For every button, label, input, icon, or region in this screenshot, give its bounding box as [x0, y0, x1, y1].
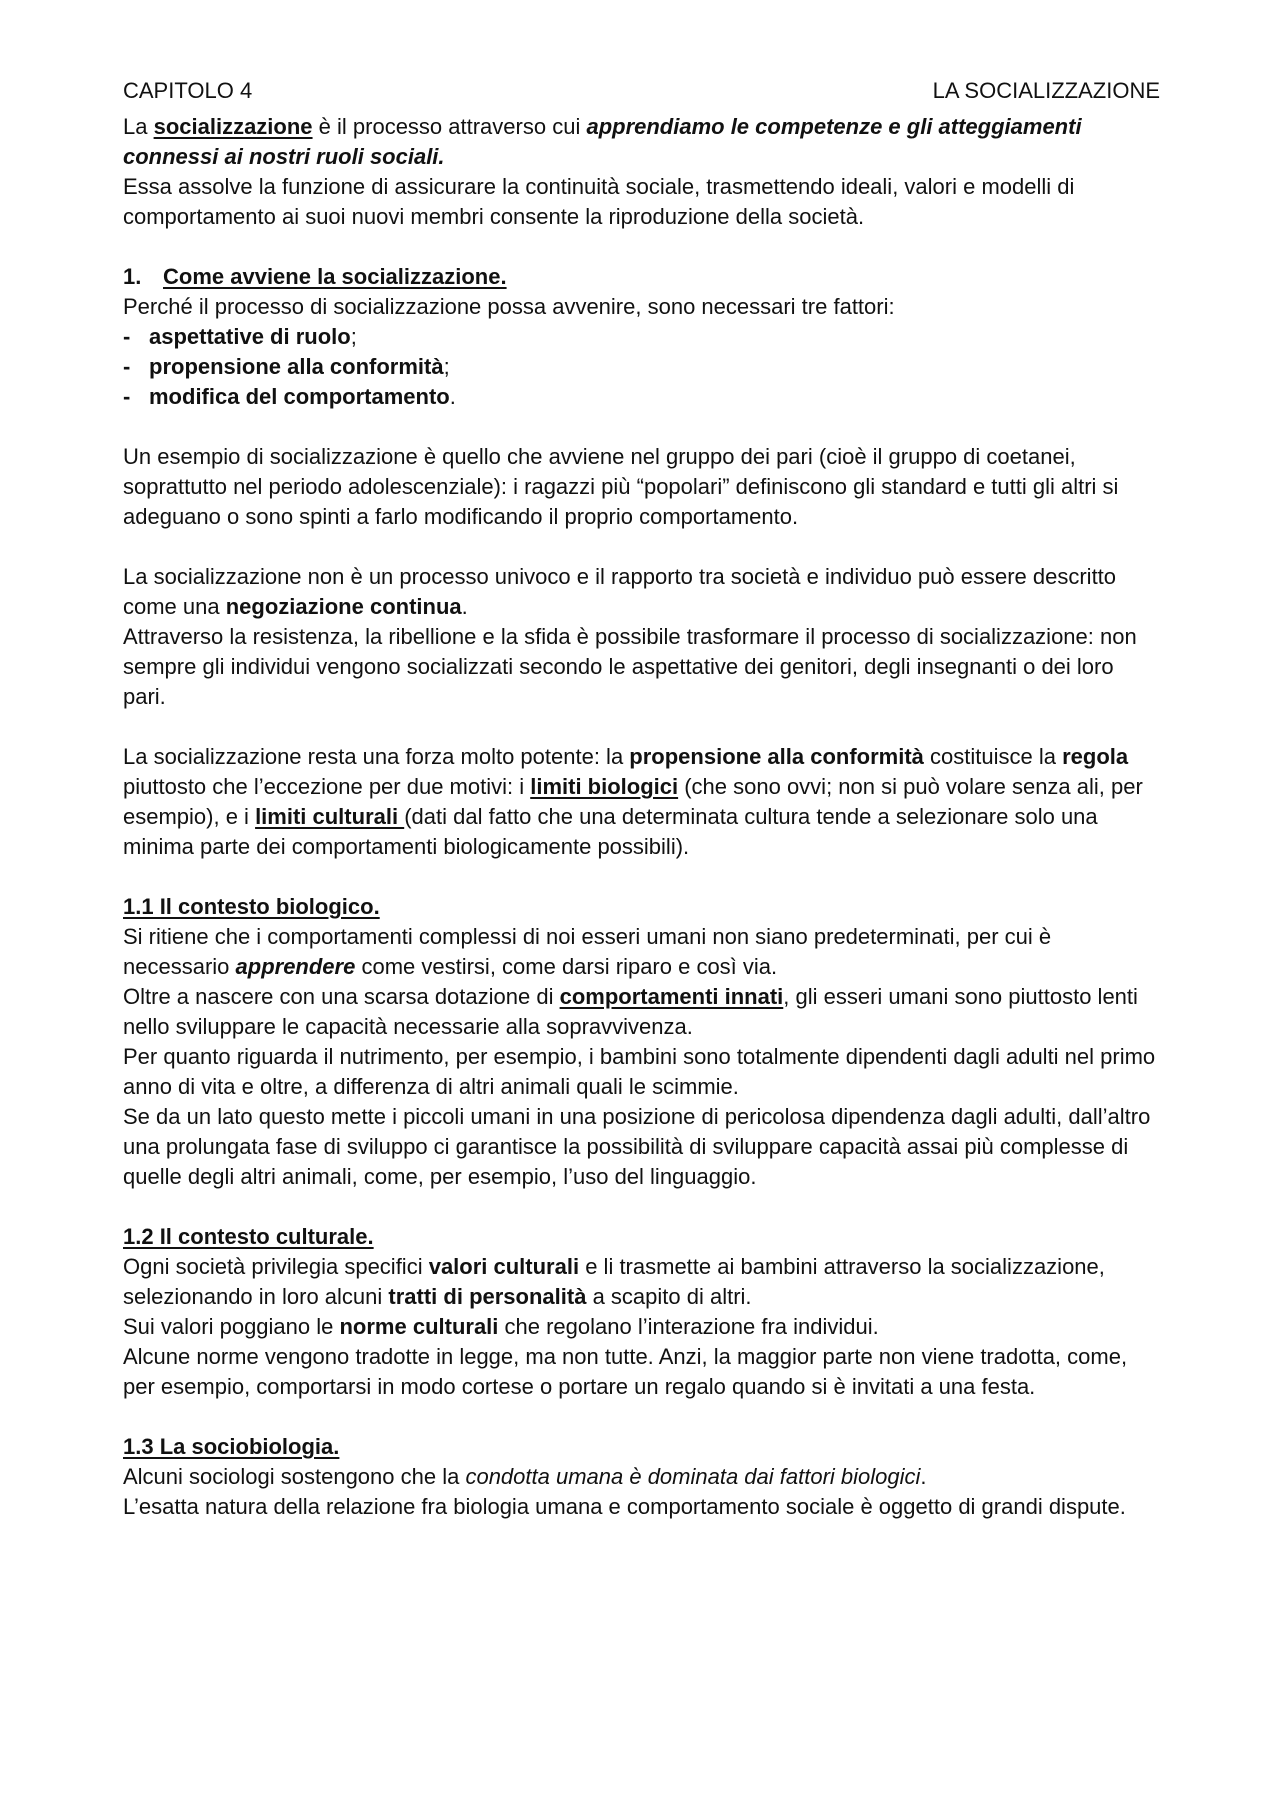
- paragraph-negotiation: La socializzazione non è un processo univoco e il rapporto tra società e individuo può essere descritto come una negoziazione continua.: [123, 564, 1117, 619]
- definition-emphasis: apprendiamo le competenze e gli atteggiamenti connessi ai nostri ruoli sociali.: [123, 114, 1082, 169]
- section-1-2-title: 1.2 Il contesto culturale.: [123, 1224, 374, 1249]
- factors-list: [123, 322, 1160, 412]
- list-item: - propensione alla conformità;: [123, 352, 1160, 382]
- paragraph-biological-2: Oltre a nascere con una scarsa dotazione di comportamenti innati, gli esseri umani sono piuttosto lenti nello sviluppare le capacità necessarie alla sopravvivenza.: [123, 984, 1138, 1039]
- paragraph-biological-4: Se da un lato questo mette i piccoli umani in una posizione di pericolosa dipendenza dagli adulti, dall’altro una prolungata fase di sviluppo ci garantisce la possibilità di sviluppare capacità assai più complesse di quelle degli altri animali, come, per esempio, l’uso del linguaggio.: [123, 1104, 1151, 1189]
- paragraph-cultural-1: Ogni società privilegia specifici valori culturali e li trasmette ai bambini attraverso la socializzazione, selezionando in loro alcuni tratti di personalità a scapito di altri.: [123, 1254, 1105, 1309]
- term-limiti-culturali: limiti culturali: [255, 804, 405, 829]
- list-item: - modifica del comportamento.: [123, 382, 1160, 412]
- paragraph-cultural-2: Sui valori poggiano le norme culturali che regolano l’interazione fra individui.: [123, 1314, 879, 1339]
- term-socializzazione: socializzazione: [153, 114, 313, 139]
- paragraph-resistance: Attraverso la resistenza, la ribellione e la sfida è possibile trasformare il processo di socializzazione: non sempre gli individui vengono socializzati secondo le aspettative dei genitori, degli insegnanti o dei loro pari.: [123, 624, 1137, 709]
- section-1-1-title: 1.1 Il contesto biologico.: [123, 894, 380, 919]
- paragraph-force: La socializzazione resta una forza molto potente: la propensione alla conformità costituisce la regola piuttosto che l’eccezione per due motivi: i limiti biologici (che sono ovvi; non si può volare senza ali, per esempio), e i limiti culturali (dati dal fatto che una determinata cultura tende a selezionare solo una minima parte dei comportamenti biologicamente possibili).: [123, 744, 1143, 859]
- intro-function: Essa assolve la funzione di assicurare la continuità sociale, trasmettendo ideali, valori e modelli di comportamento ai suoi nuovi membri consente la riproduzione della società.: [123, 174, 1075, 229]
- paragraph-sociobiology-2: L’esatta natura della relazione fra biologia umana e comportamento sociale è oggetto di grandi dispute.: [123, 1494, 1126, 1519]
- term-limiti-biologici: limiti biologici: [530, 774, 679, 799]
- page-header: [123, 74, 1160, 108]
- section-1-heading: 1. Come avviene la socializzazione.: [123, 262, 1160, 292]
- chapter-title: LA SOCIALIZZAZIONE: [932, 78, 1160, 103]
- paragraph-cultural-3: Alcune norme vengono tradotte in legge, ma non tutte. Anzi, la maggior parte non viene tradotta, come, per esempio, comportarsi in modo cortese o portare un regalo quando si è invitati a una festa.: [123, 1344, 1128, 1399]
- paragraph-example: Un esempio di socializzazione è quello che avviene nel gruppo dei pari (cioè il gruppo di coetanei, soprattutto nel periodo adolescenziale): i ragazzi più “popolari” definiscono gli standard e tutti gli altri si adeguano o sono spinti a farlo modificando il proprio comportamento.: [123, 444, 1119, 529]
- intro-definition: La socializzazione è il processo attraverso cui apprendiamo le competenze e gli atteggiamenti connessi ai nostri ruoli sociali.: [123, 114, 1082, 169]
- list-item: - aspettative di ruolo;: [123, 322, 1160, 352]
- paragraph-sociobiology-1: Alcuni sociologi sostengono che la condotta umana è dominata dai fattori biologici.: [123, 1464, 927, 1489]
- section-1-title: Come avviene la socializzazione.: [163, 264, 507, 289]
- term-comportamenti-innati: comportamenti innati: [559, 984, 784, 1009]
- section-1-lead: Perché il processo di socializzazione possa avvenire, sono necessari tre fattori:: [123, 294, 895, 319]
- section-1-3-title: 1.3 La sociobiologia.: [123, 1434, 340, 1459]
- paragraph-biological-1: Si ritiene che i comportamenti complessi di noi esseri umani non siano predeterminati, per cui è necessario apprendere come vestirsi, come darsi riparo e così via.: [123, 924, 1052, 979]
- chapter-label: CAPITOLO 4: [123, 78, 253, 103]
- paragraph-biological-3: Per quanto riguarda il nutrimento, per esempio, i bambini sono totalmente dipendenti dagli adulti nel primo anno di vita e oltre, a differenza di altri animali quali le scimmie.: [123, 1044, 1156, 1099]
